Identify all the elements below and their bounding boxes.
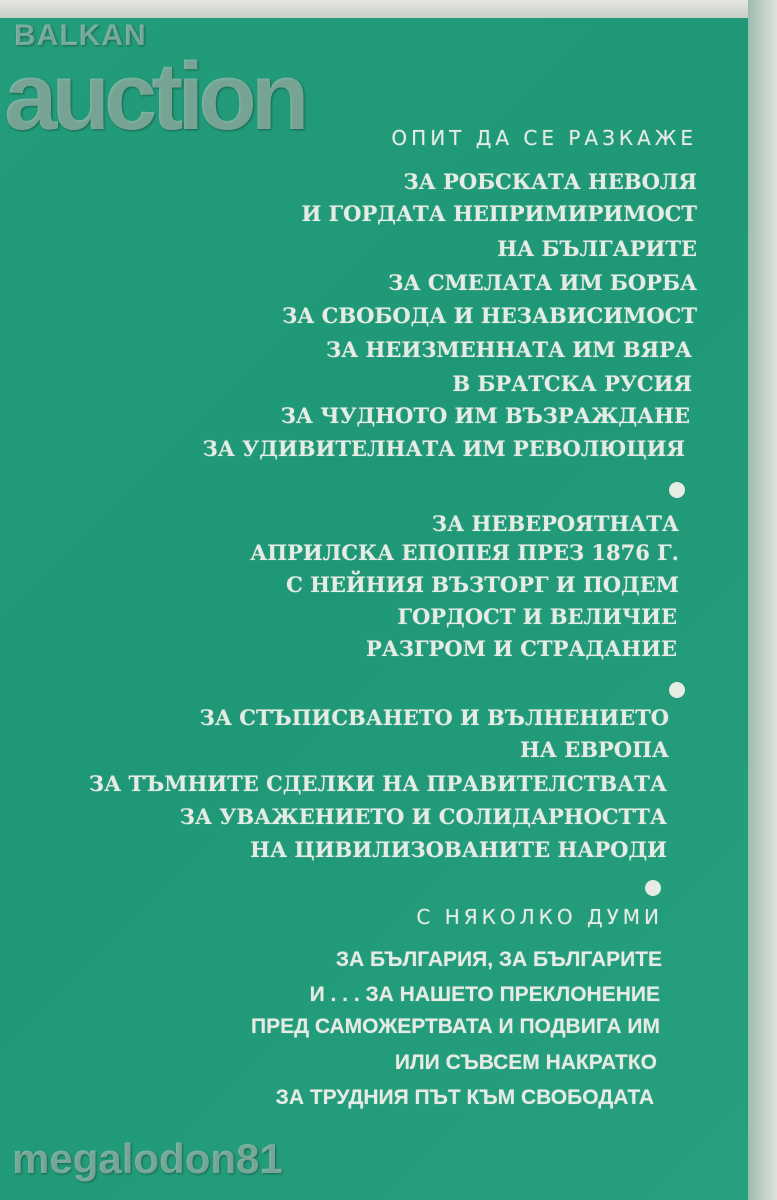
page-right-edge [748,0,777,1200]
cover-line: В БРАТСКА РУСИЯ [452,371,692,396]
bullet-dot [669,482,685,498]
cover-line: И ГОРДАТА НЕПРИМИРИМОСТ [301,201,697,226]
page-top-edge [0,0,777,18]
cover-line: АПРИЛСКА ЕПОПЕЯ ПРЕЗ 1876 Г. [250,540,679,565]
bullet-dot [669,682,685,698]
bullet-dot [645,880,661,896]
watermark-brand-main: auction [4,43,304,150]
cover-line: ЗА ЧУДНОТО ИМ ВЪЗРАЖДАНЕ [280,403,690,428]
cover-line: ЗА РОБСКАТА НЕВОЛЯ [403,169,697,194]
cover-line: ЗА УВАЖЕНИЕТО И СОЛИДАРНОСТТА [179,804,667,829]
cover-line: НА ЦИВИЛИЗОВАНИТЕ НАРОДИ [250,837,667,862]
cover-line: ЗА НЕИЗМЕННАТА ИМ ВЯРА [325,337,692,362]
cover-line: РАЗГРОМ И СТРАДАНИЕ [365,636,677,661]
cover-line: ЗА ТЪМНИТЕ СДЕЛКИ НА ПРАВИТЕЛСТВАТА [88,771,667,796]
watermark-seller: megalodon81 [12,1135,283,1182]
cover-heading: ОПИТ ДА СЕ РАЗКАЖЕ [391,126,697,150]
cover-line: НА ЕВРОПА [519,737,669,762]
cover-line: ИЛИ СЪВСЕМ НАКРАТКО [394,1051,657,1074]
cover-line: ЗА СМЕЛАТА ИМ БОРБА [388,270,697,295]
cover-line: ЗА НЕВЕРОЯТНАТА [431,511,679,536]
cover-line: ГОРДОСТ И ВЕЛИЧИЕ [397,604,677,629]
cover-line: ПРЕД САМОЖЕРТВАТА И ПОДВИГА ИМ [250,1015,660,1038]
cover-line: ЗА СТЪПИСВАНЕТО И ВЪЛНЕНИЕТО [199,705,669,730]
cover-line: НА БЪЛГАРИТЕ [497,236,697,261]
cover-line: ЗА СВОБОДА И НЕЗАВИСИМОСТ [282,303,697,328]
cover-line: ЗА БЪЛГАРИЯ, ЗА БЪЛГАРИТЕ [335,948,662,971]
watermark-brand-top: BALKAN [14,19,147,52]
cover-line: И . . . ЗА НАШЕТО ПРЕКЛОНЕНИЕ [309,983,660,1006]
cover-line: ЗА УДИВИТЕЛНАТА ИМ РЕВОЛЮЦИЯ [202,436,685,461]
cover-line: С НЕЙНИЯ ВЪЗТОРГ И ПОДЕМ [286,572,679,597]
section-heading: С НЯКОЛКО ДУМИ [416,905,663,929]
cover-line: ЗА ТРУДНИЯ ПЪТ КЪМ СВОБОДАТА [275,1086,654,1109]
